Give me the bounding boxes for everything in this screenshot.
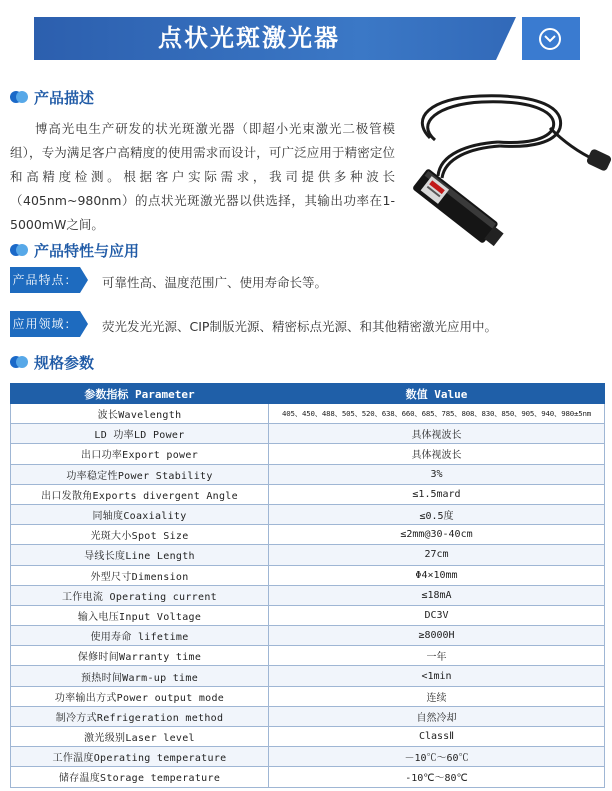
value-cell: 自然冷却 [269, 706, 605, 726]
table-row [11, 464, 605, 484]
value-cell: ≤18mA [269, 585, 605, 605]
table-row [11, 444, 605, 464]
section-header-specs [10, 352, 94, 372]
section-title: 产品特性与应用 [34, 241, 140, 260]
spec-table [10, 383, 605, 788]
value-cell: ClassⅡ [269, 727, 605, 747]
parameter-cell: 输入电压Input Voltage [11, 605, 269, 625]
table-row [11, 585, 605, 605]
parameter-cell: 外型尺寸Dimension [11, 565, 269, 585]
table-row [11, 767, 605, 787]
bullet-dots-icon [10, 244, 30, 256]
section-header-description [10, 87, 94, 107]
table-row [11, 424, 605, 444]
parameter-cell: 出口发散角Exports divergent Angle [11, 484, 269, 504]
value-cell: 27cm [269, 545, 605, 565]
parameter-cell: 工作电流 Operating current [11, 585, 269, 605]
table-row [11, 646, 605, 666]
page-title: 点状光斑激光器 [158, 24, 340, 52]
title-banner [34, 17, 580, 60]
table-row [11, 404, 605, 424]
table-row [11, 706, 605, 726]
section-header-features [10, 240, 139, 260]
table-row [11, 747, 605, 767]
value-cell: 具体视波长 [269, 444, 605, 464]
parameter-cell: 功率稳定性Power Stability [11, 464, 269, 484]
column-header-value: 数值 Value [269, 384, 605, 404]
table-header-row [11, 384, 605, 404]
product-photo [390, 88, 612, 248]
table-row [11, 565, 605, 585]
parameter-cell: 预热时间Warm-up time [11, 666, 269, 686]
table-row [11, 727, 605, 747]
value-cell: 具体视波长 [269, 424, 605, 444]
parameter-cell: 激光级别Laser level [11, 727, 269, 747]
feature-tag-characteristics: 产品特点： [10, 267, 80, 293]
parameter-cell: 出口功率Export power [11, 444, 269, 464]
value-cell: ≤2mm@30-40cm [269, 525, 605, 545]
value-cell: ≤1.5mard [269, 484, 605, 504]
value-cell: -10℃～80℃ [269, 767, 605, 787]
parameter-cell: 功率输出方式Power output mode [11, 686, 269, 706]
parameter-cell: 波长Wavelength [11, 404, 269, 424]
table-row [11, 545, 605, 565]
bullet-dots-icon [10, 91, 30, 103]
banner-tail [522, 17, 580, 60]
parameter-cell: 保修时间Warranty time [11, 646, 269, 666]
parameter-cell: 同轴度Coaxiality [11, 504, 269, 524]
bullet-dots-icon [10, 356, 30, 368]
parameter-cell: 制冷方式Refrigeration method [11, 706, 269, 726]
column-header-parameter: 参数指标 Parameter [11, 384, 269, 404]
value-cell: －10℃～60℃ [269, 747, 605, 767]
parameter-cell: 导线长度Line Length [11, 545, 269, 565]
value-cell: 一年 [269, 646, 605, 666]
value-cell: DC3V [269, 605, 605, 625]
feature-text-characteristics: 可靠性高、温度范围广、使用寿命长等。 [102, 275, 328, 290]
section-title: 产品描述 [34, 88, 95, 107]
value-cell: 连续 [269, 686, 605, 706]
feature-tag-applications: 应用领域： [10, 311, 80, 337]
parameter-cell: 光斑大小Spot Size [11, 525, 269, 545]
parameter-cell: 工作温度Operating temperature [11, 747, 269, 767]
table-row [11, 626, 605, 646]
chevron-down-icon[interactable] [539, 28, 561, 50]
table-row [11, 686, 605, 706]
value-cell: Φ4×10mm [269, 565, 605, 585]
parameter-cell: LD 功率LD Power [11, 424, 269, 444]
feature-text-applications: 荧光发光光源、CIP制版光源、精密标点光源、和其他精密激光应用中。 [102, 319, 497, 334]
table-row [11, 605, 605, 625]
value-cell: <1min [269, 666, 605, 686]
value-cell: ≥8000H [269, 626, 605, 646]
description-text: 博高光电生产研发的状光斑激光器（即超小光束激光二极管模组），专为满足客户高精度的使用需求而设计，可广泛应用于精密定位和高精度检测。根据客户实际需求，我司提供多种波长（405nm~980nm）的点状光斑激光器以供选择，其输出功率在1-5000mW之间。 [10, 121, 395, 232]
table-row [11, 525, 605, 545]
table-row [11, 504, 605, 524]
parameter-cell: 储存温度Storage temperature [11, 767, 269, 787]
table-row [11, 666, 605, 686]
value-cell: 3% [269, 464, 605, 484]
value-cell: ≤0.5度 [269, 504, 605, 524]
section-title: 规格参数 [34, 353, 95, 372]
value-cell: 405、450、488、505、520、638、660、685、785、808、830、850、905、940、980±5nm [269, 404, 605, 424]
table-row [11, 484, 605, 504]
parameter-cell: 使用寿命 lifetime [11, 626, 269, 646]
